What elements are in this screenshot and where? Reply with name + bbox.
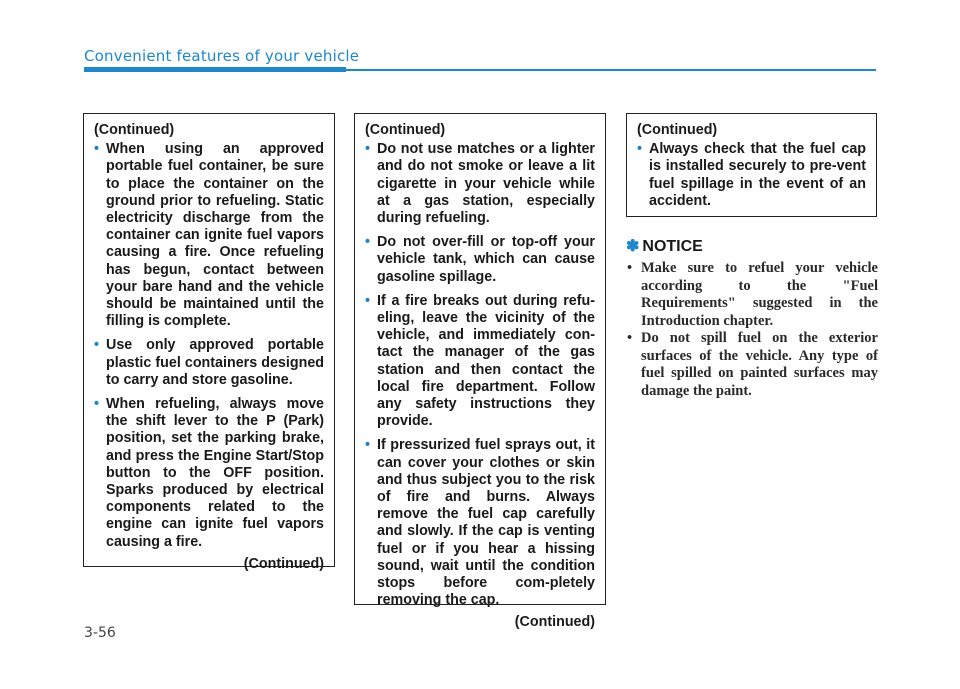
- continued-label: (Continued): [365, 122, 446, 138]
- section-header: Convenient features of your vehicle: [84, 47, 360, 65]
- notice-item: • Do not spill fuel on the exterior surfaces of the vehicle. Any type of fuel spilled on painted surfaces may damage the paint.: [627, 330, 878, 399]
- bullet-icon: •: [637, 141, 643, 158]
- notice-list: [626, 260, 878, 400]
- warning-box-1: [83, 113, 335, 572]
- bullet-icon: •: [365, 437, 371, 454]
- bullet-icon: •: [365, 292, 371, 309]
- warning-item: • Always check that the fuel cap is installed securely to pre-vent fuel spillage in the event of an accident.: [637, 141, 866, 209]
- warning-item: • When refueling, always move the shift lever to the P (Park) position, set the parking brake, and press the Engine Start/Stop button to the OFF position. Sparks produced by electrical components related to the engine can ignite fuel vapors causing a fire.: [94, 396, 324, 550]
- header-rule-thin: [346, 69, 876, 71]
- continued-label: (Continued): [637, 122, 718, 138]
- notice-star-icon: ✽: [626, 238, 640, 255]
- bullet-icon: •: [627, 260, 633, 276]
- bullet-icon: •: [94, 337, 100, 354]
- warning-item: • Do not over-fill or top-off your vehicle tank, which can cause gasoline spillage.: [365, 234, 595, 285]
- warning-item: • Use only approved portable plastic fuel containers designed to carry and store gasoline.: [94, 337, 324, 388]
- warning-item: • When using an approved portable fuel container, be sure to place the container on the ground prior to refueling. Static electricity discharge from the container can ignite fuel vapors causing a fire. Once refueling has begun, contact between your bare hand and the vehicle should be maintained until the filling is complete.: [94, 141, 324, 330]
- notice-heading: ✽ NOTICE: [626, 238, 703, 255]
- warning-item: • If a fire breaks out during refu-eling, leave the vicinity of the vehicle, and immediately con-tact the manager of the gas station and then contact the local fire department. Follow any safety instructions they provide.: [365, 292, 595, 430]
- bullet-icon: •: [94, 396, 100, 413]
- notice-item: • Make sure to refuel your vehicle according to the "Fuel Requirements" suggested in the Introduction chapter.: [627, 260, 878, 329]
- page-number: 3-56: [84, 625, 116, 641]
- continued-label: (Continued): [243, 555, 324, 572]
- warning-box-3: [626, 113, 877, 217]
- warning-box-2: [354, 113, 606, 631]
- header-rule-thick: [84, 67, 346, 72]
- bullet-icon: •: [365, 141, 371, 158]
- bullet-icon: •: [365, 234, 371, 251]
- bullet-icon: •: [627, 330, 633, 346]
- warning-item: • Do not use matches or a lighter and do not smoke or leave a lit cigarette in your vehicle while at a gas station, especially during refueling.: [365, 141, 595, 227]
- warning-item: • If pressurized fuel sprays out, it can cover your clothes or skin and thus subject you to the risk of fire and burns. Always remove the fuel cap carefully and slowly. If the cap is venting fuel or if you hear a hissing sound, wait until the condition stops before com-pletely removing the cap.: [365, 437, 595, 609]
- bullet-icon: •: [94, 141, 100, 158]
- continued-label: (Continued): [94, 122, 175, 138]
- continued-label: (Continued): [514, 614, 595, 631]
